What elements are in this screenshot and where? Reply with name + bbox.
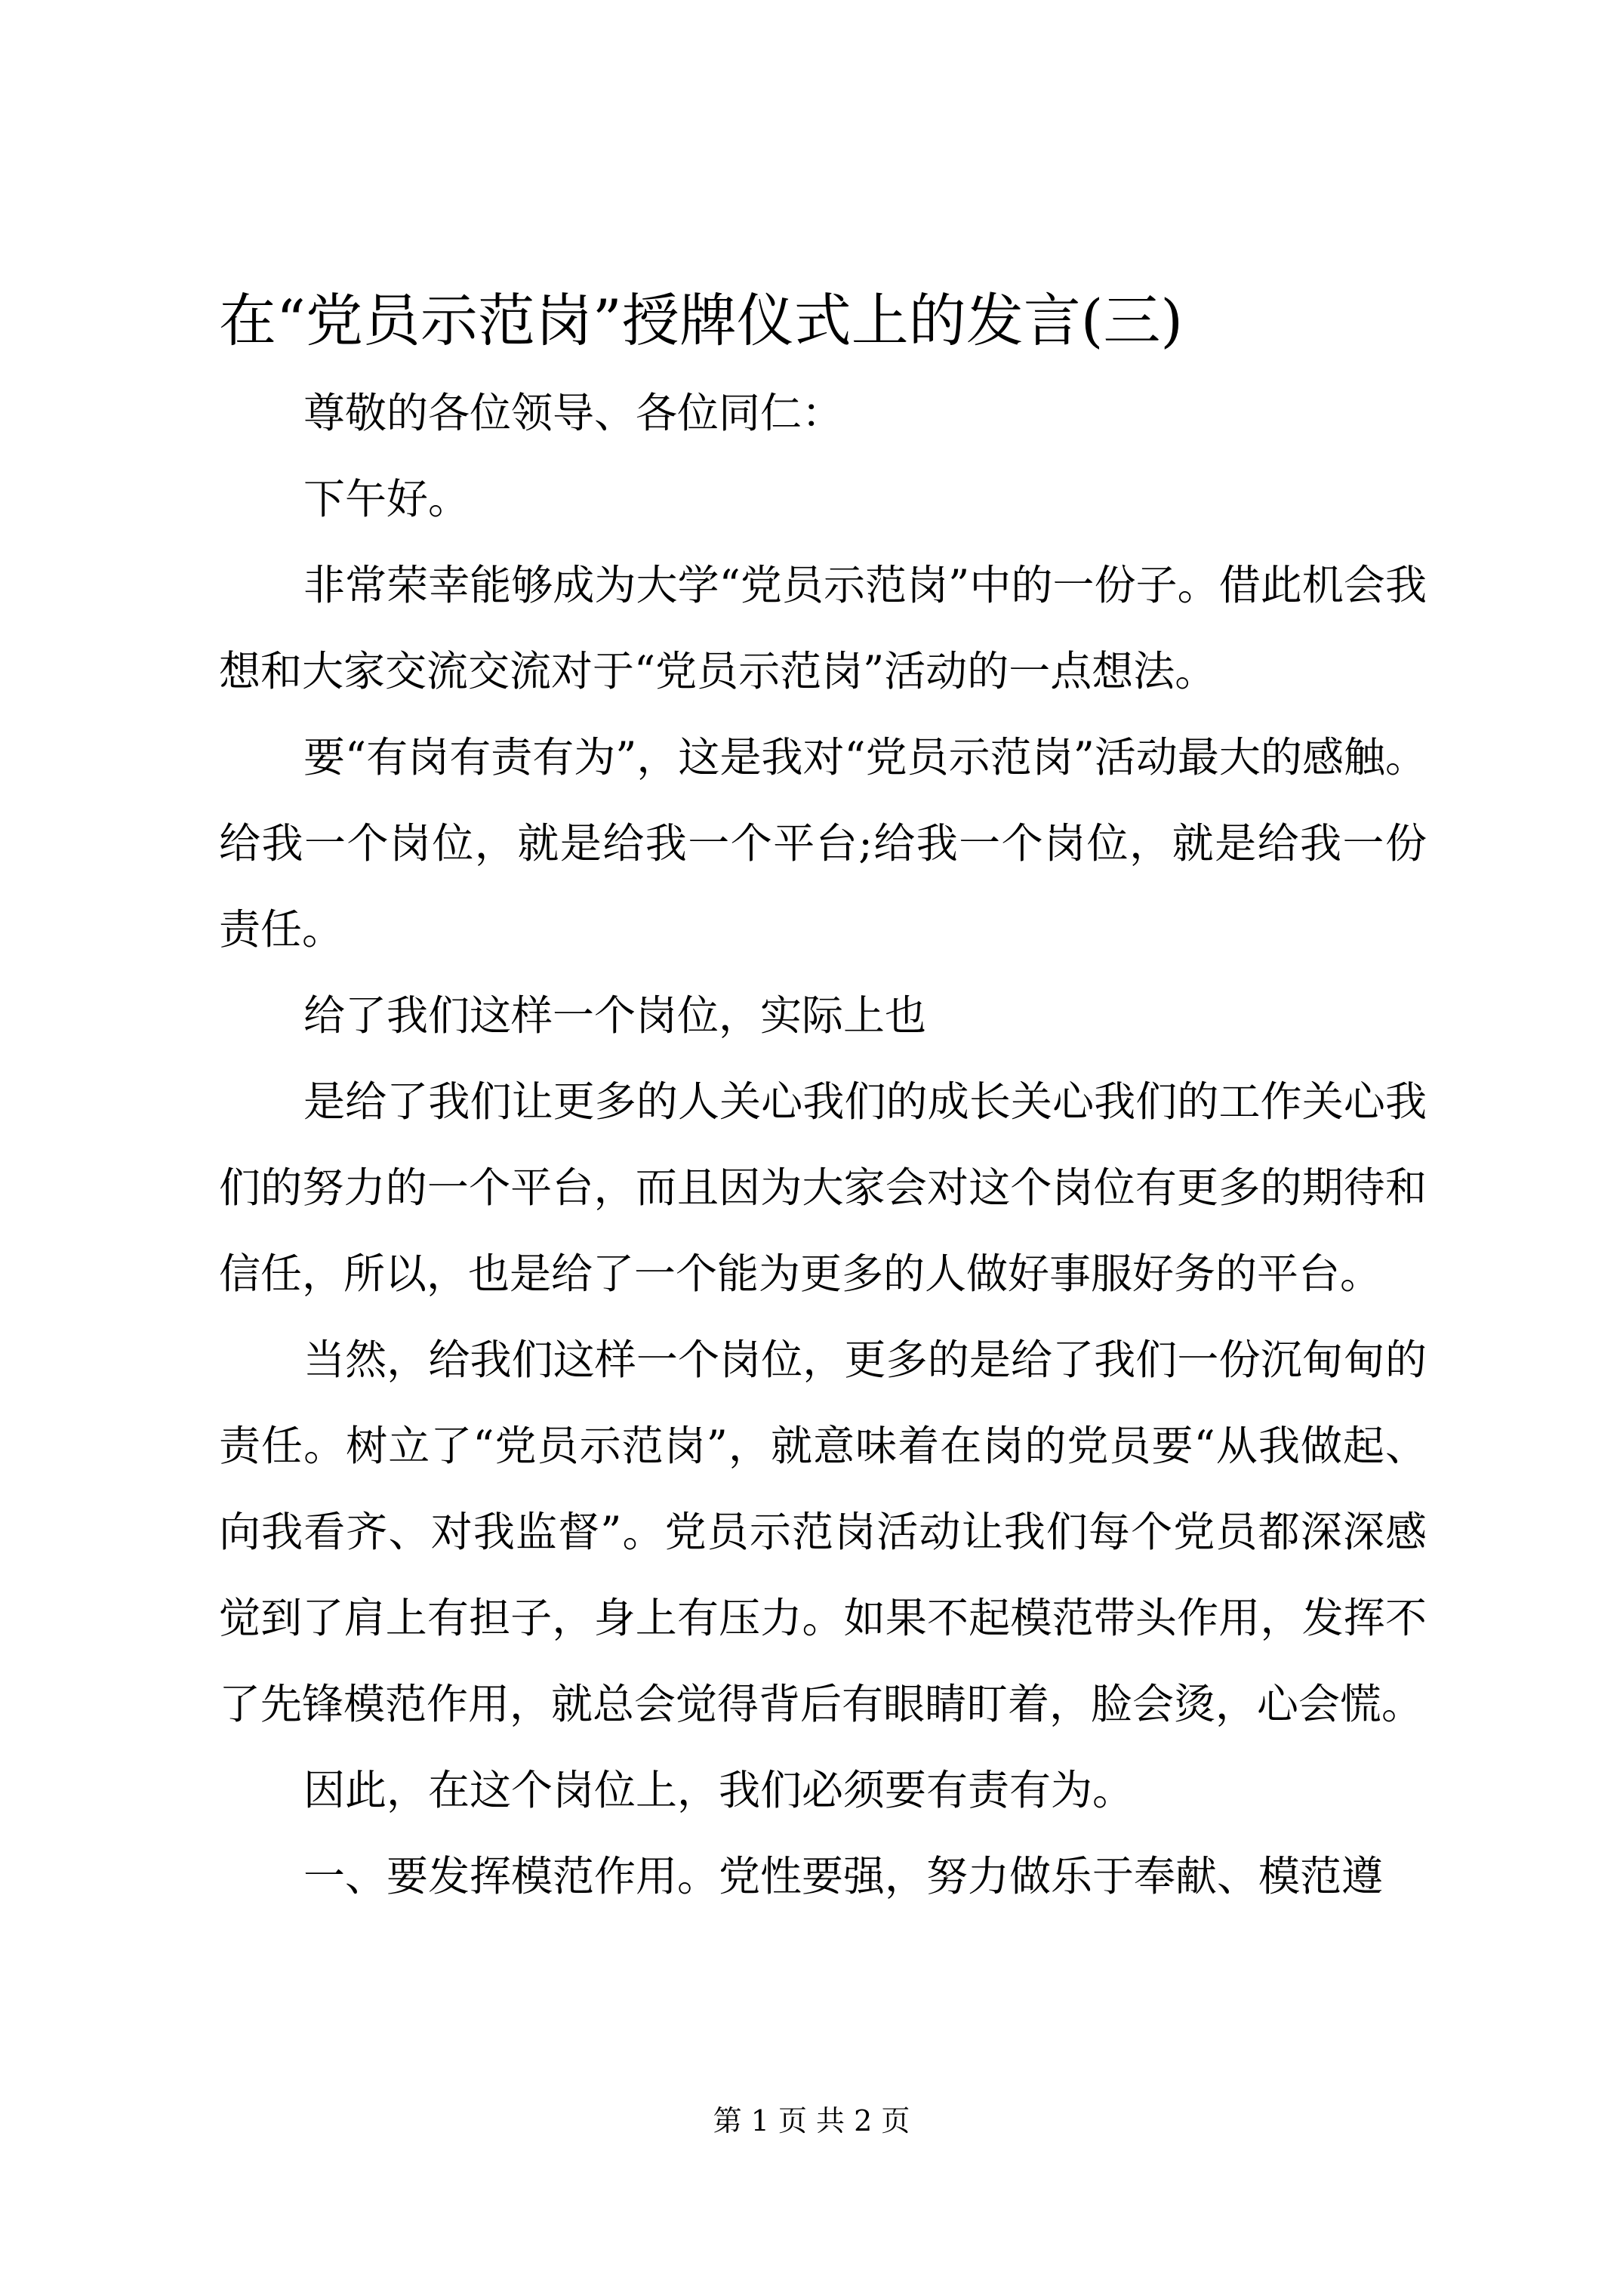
paragraph: 一、要发挥模范作用。党性要强，努力做乐于奉献、模范遵 xyxy=(303,1852,1384,1900)
paragraph: 给了我们这样一个岗位，实际上也 xyxy=(303,991,927,1040)
document-title: 在“党员示范岗”授牌仪式上的发言(三) xyxy=(219,287,1184,354)
page-number-footer: 第 1 页 共 2 页 xyxy=(713,2104,910,2137)
paragraph: 非常荣幸能够成为大学“党员示范岗”中的一份子。借此机会我想和大家交流交流对于“党员示范岗”活动的一点想法。 xyxy=(219,561,1427,695)
paragraph-greeting: 下午好。 xyxy=(303,475,470,523)
document-body xyxy=(219,370,1427,1919)
paragraph: 因此，在这个岗位上，我们必须要有责有为。 xyxy=(303,1766,1135,1814)
paragraph: 要“有岗有责有为”，这是我对“党员示范岗”活动最大的感触。给我一个岗位，就是给我一个平台;给我一个岗位，就是给我一份责任。 xyxy=(219,733,1427,954)
paragraph-salutation: 尊敬的各位领导、各位同仁： xyxy=(303,389,844,437)
paragraph: 是给了我们让更多的人关心我们的成长关心我们的工作关心我们的努力的一个平台，而且因为大家会对这个岗位有更多的期待和信任，所以，也是给了一个能为更多的人做好事服好务的平台。 xyxy=(219,1077,1427,1298)
paragraph: 当然，给我们这样一个岗位，更多的是给了我们一份沉甸甸的责任。树立了“党员示范岗”，就意味着在岗的党员要“从我做起、向我看齐、对我监督”。党员示范岗活动让我们每个党员都深深感觉到了肩上有担子，身上有压力。如果不起模范带头作用，发挥不了先锋模范作用，就总会觉得背后有眼睛盯着，脸会烫，心会慌。 xyxy=(219,1336,1427,1728)
